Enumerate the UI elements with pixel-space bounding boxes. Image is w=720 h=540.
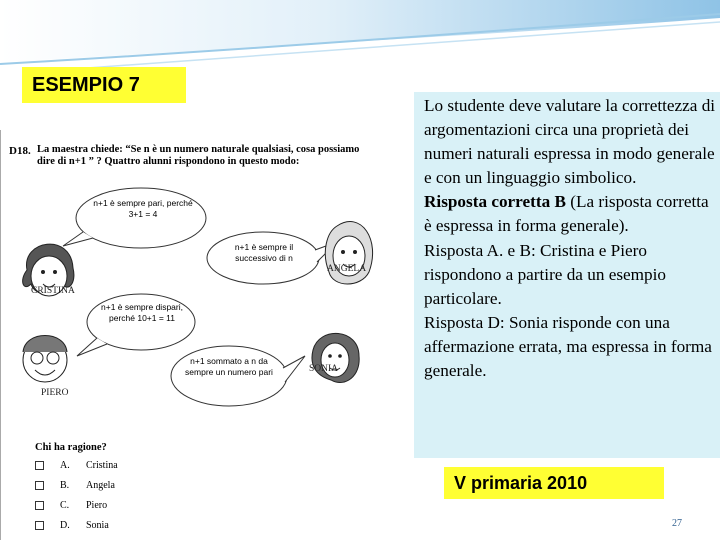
- choice-question: Chi ha ragione?: [35, 442, 107, 453]
- explanation-answer: [424, 190, 720, 238]
- option-d[interactable]: [35, 518, 109, 532]
- option-b[interactable]: [35, 478, 115, 492]
- piero-face-icon: [23, 336, 67, 383]
- test-item-scan: [0, 130, 392, 540]
- option-d-checkbox[interactable]: [35, 521, 44, 530]
- angela-bubble-text: n+1 è sempre il successivo di n: [234, 242, 294, 263]
- explanation-intro: Lo studente deve valutare la correttezza di argomentazioni circa una proprietà dei numeri naturali espressa in modo generale e con un linguaggio simbolico.: [424, 96, 716, 188]
- option-c[interactable]: [35, 498, 107, 512]
- option-d-text: Sonia: [86, 519, 109, 531]
- grade-label: V primaria 2010: [444, 467, 664, 499]
- item-question: La maestra chiede: “Se n è un numero naturale qualsiasi, cosa possiamo dire di n+1 ” ? Quattro alunni rispondono in questo modo:: [37, 144, 360, 167]
- option-c-text: Piero: [86, 499, 108, 511]
- cristina-bubble-text: n+1 è sempre pari, perché 3+1 = 4: [93, 198, 193, 219]
- angela-face-icon: [325, 222, 372, 284]
- option-c-checkbox[interactable]: [35, 501, 44, 510]
- header-decoration: [0, 0, 720, 70]
- correct-answer-note: (La risposta corretta è espressa in forma generale).: [424, 192, 709, 236]
- sonia-bubble: [171, 346, 305, 406]
- option-b-letter: B.: [60, 479, 70, 491]
- example-label: ESEMPIO 7: [22, 67, 186, 103]
- piero-bubble-text: n+1 è sempre dispari, perché 10+1 = 11: [101, 302, 183, 323]
- option-a-text: Cristina: [86, 459, 118, 471]
- item-id: D18.: [9, 145, 31, 157]
- piero-name: PIERO: [41, 388, 69, 398]
- piero-bubble: [77, 294, 195, 356]
- correct-answer-heading: Risposta corretta B: [424, 192, 566, 212]
- angela-name: ANGELA: [327, 264, 367, 274]
- cristina-name: CRISTINA: [31, 286, 75, 296]
- explanation-panel: [414, 92, 720, 458]
- angela-bubble: [207, 232, 337, 284]
- option-d-letter: D.: [60, 519, 70, 531]
- explanation-d: Risposta D: Sonia risponde con una affermazione errata, ma espressa in forma generale.: [424, 312, 712, 381]
- sonia-face-icon: [312, 333, 359, 382]
- sonia-name: SONIA: [309, 364, 339, 374]
- sonia-bubble-text: n+1 sommato a n da sempre un numero pari: [185, 356, 273, 377]
- cristina-bubble: [63, 188, 206, 248]
- option-b-checkbox[interactable]: [35, 481, 44, 490]
- explanation-ab: Risposta A. e B: Cristina e Piero rispondono a partire da un esempio particolare.: [424, 240, 666, 308]
- option-a[interactable]: [35, 458, 118, 472]
- option-c-letter: C.: [60, 499, 70, 511]
- option-a-checkbox[interactable]: [35, 461, 44, 470]
- option-a-letter: A.: [60, 459, 70, 471]
- dialogue-illustration: [1, 180, 391, 480]
- option-b-text: Angela: [86, 479, 115, 491]
- page-number: 27: [672, 518, 682, 529]
